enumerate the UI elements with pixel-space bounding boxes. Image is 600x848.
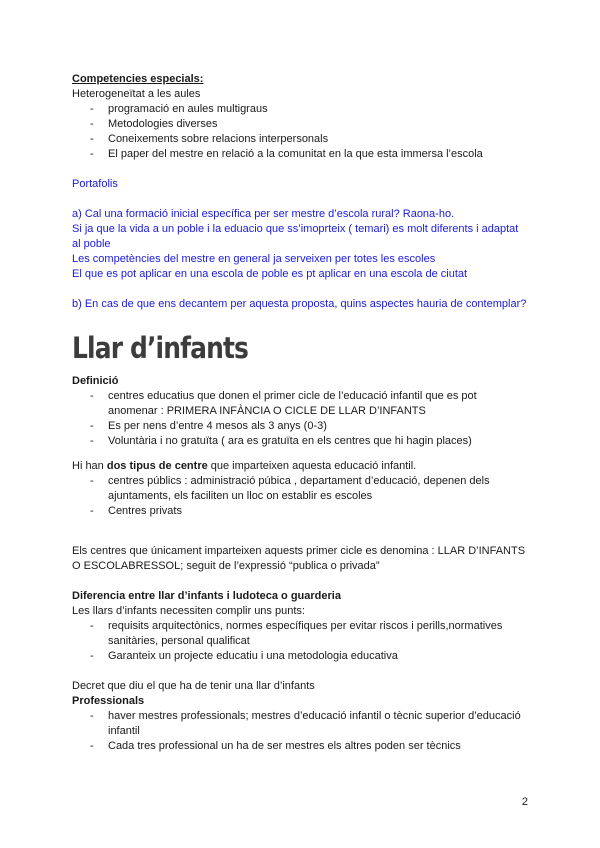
- portafolis-question-a: a) Cal una formació inicial específica per ser mestre d’escola rural? Raona-ho.: [72, 208, 455, 220]
- list-item: - centres educatius que donen el primer cicle de l’educació infantil que es pot anomenar : PRIMERA INFÀNCIA O CICLE DE LLAR D’INFANTS: [72, 389, 528, 419]
- list-item: - Voluntària i no gratuïta ( ara es gratuïta en els centres que hi hagin places): [72, 434, 528, 449]
- definicio-heading: Definició: [72, 375, 119, 387]
- list-item: - Centres privats: [72, 504, 528, 519]
- list-item: - haver mestres professionals; mestres d’educació infantil o tècnic superior d’educació infantil: [72, 709, 528, 739]
- decret-paragraph: Decret que diu el que ha de tenir una llar d’infants: [72, 680, 315, 692]
- list-item: - Metodologies diverses: [72, 117, 528, 132]
- list-item: - centres públics : administració púbica , departament d’educació, depenen dels ajuntaments, els faciliten un lloc on establir es escoles: [72, 474, 528, 504]
- competencies-intro: Heterogeneïtat a les aules: [72, 88, 201, 100]
- competencies-heading: Competencies especials:: [72, 73, 204, 85]
- portafolis-answer: Les competències del mestre en general ja serveixen per totes les escoles: [72, 253, 436, 265]
- tipus-list: [72, 474, 528, 519]
- tipus-prefix: Hi han: [72, 460, 107, 472]
- list-item: - Cada tres professional un ha de ser mestres els altres poden ser tècnics: [72, 739, 528, 754]
- tipus-intro: [72, 459, 528, 474]
- professionals-list: [72, 709, 528, 754]
- list-item: - Coneixements sobre relacions interpersonals: [72, 132, 528, 147]
- list-item: - Garanteix un projecte educatiu i una metodologia educativa: [72, 649, 528, 664]
- list-item: - El paper del mestre en relació a la comunitat en la que esta immersa l’escola: [72, 147, 528, 162]
- diferencia-list: [72, 619, 528, 664]
- tipus-suffix: que imparteixen aquesta educació infantil.: [207, 460, 417, 472]
- professionals-heading: Professionals: [72, 695, 145, 707]
- definicio-list: [72, 389, 528, 449]
- portafolis-question-b: b) En cas de que ens decantem per aquesta proposta, quins aspectes hauria de contemplar?: [72, 298, 527, 310]
- portafolis-answer: Si ja que la vida a un poble i la eduacio que ss’imoprteix ( temari) es molt diferents i adaptat al poble: [72, 223, 519, 250]
- list-item: - requisits arquitectònics, normes específiques per evitar riscos i perills,normatives sanitàries, personal qualificat: [72, 619, 528, 649]
- diferencia-intro: Les llars d’infants necessiten complir uns punts:: [72, 605, 305, 617]
- tipus-bold: dos tipus de centre: [106, 460, 208, 472]
- section-title: Llar d’infants: [72, 331, 249, 365]
- list-item: - programació en aules multigraus: [72, 102, 528, 117]
- denomina-paragraph: Els centres que únicament imparteixen aquests primer cicle es denomina : LLAR D’INFANTS O ESCOLABRESSOL; seguit de l’expressió “publica o privada”: [72, 545, 526, 572]
- list-item: - Es per nens d’entre 4 mesos als 3 anys (0-3): [72, 419, 528, 434]
- portafolis-answer: El que es pot aplicar en una escola de poble es pt aplicar en una escola de ciutat: [72, 268, 468, 280]
- diferencia-heading: Diferencia entre llar d’infants i ludoteca o guarderia: [72, 590, 341, 602]
- competencies-list: [72, 102, 528, 162]
- portafolis-label: Portafolis: [72, 178, 118, 190]
- document-page: [72, 72, 528, 754]
- page-number: 2: [521, 796, 528, 808]
